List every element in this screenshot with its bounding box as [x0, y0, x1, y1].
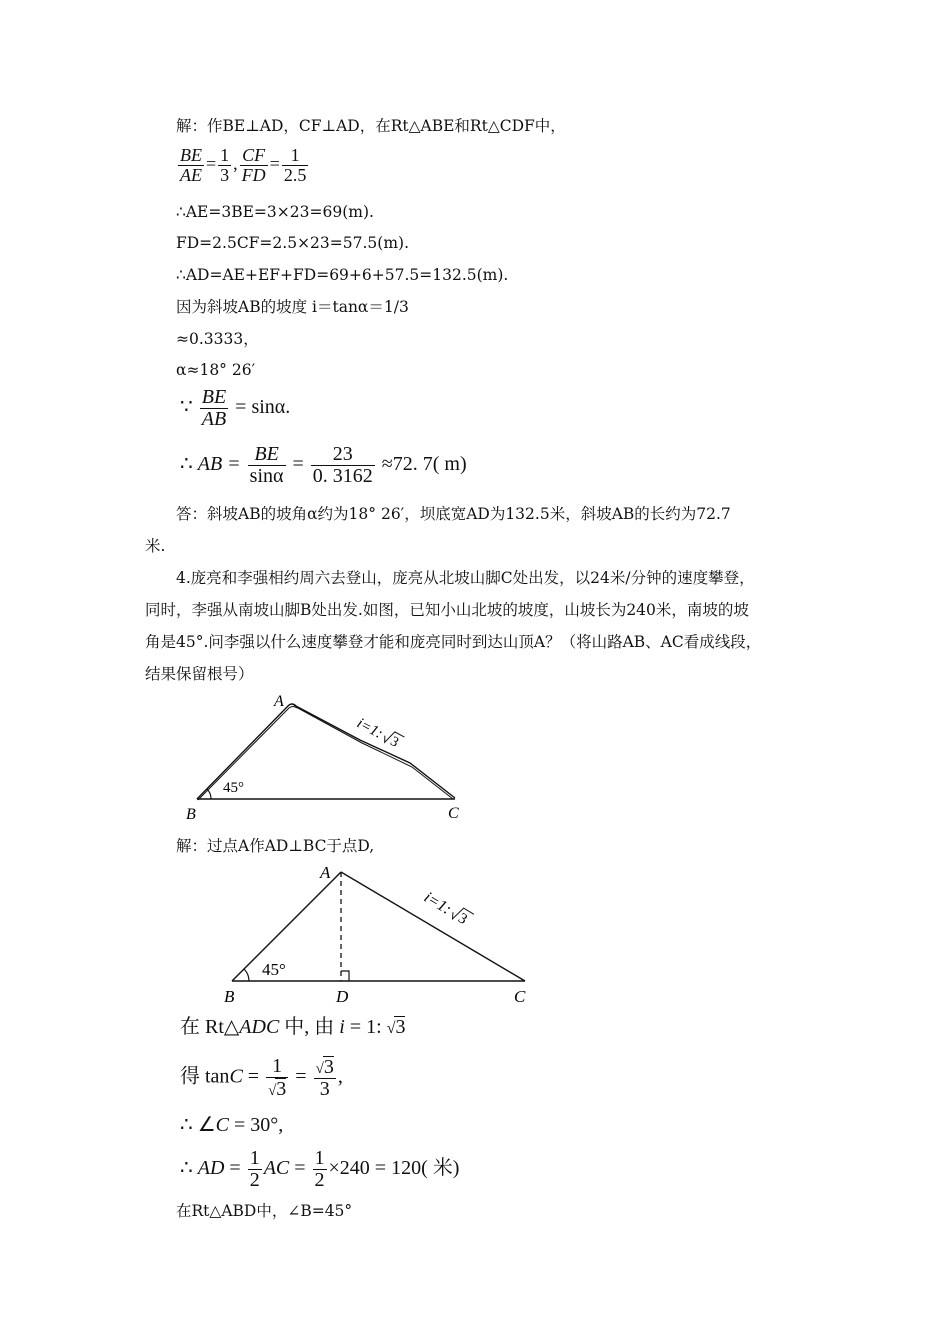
svg-text:i=1:: i=1:: [420, 888, 455, 919]
right-angle-mark: [341, 971, 349, 981]
segment-ac: [341, 872, 525, 981]
angle-label: 45°: [223, 780, 244, 796]
ad-equation: ∴ AD = $\frac{1}{2}$ AC = $\frac{1}{2}$ ×240 = 120( 米): [180, 1147, 460, 1191]
problem-line: 结果保留根号）: [145, 665, 254, 683]
slope-label: [354, 715, 404, 753]
problem-line: 4.庞亮和李强相约周六去登山，庞亮从北坡山脚C处出发，以24米/分钟的速度攀登，: [176, 569, 755, 587]
vertex-label-b: B: [224, 987, 235, 1006]
solution-line: 在Rt△ABD中，∠B=45°: [176, 1202, 353, 1220]
vertex-label-c: C: [448, 805, 459, 822]
svg-text:3: 3: [455, 910, 470, 928]
ab-equation: ∴ AB = $\frac{BE}{\sin\alpha}$ = $\frac{23}{0. 3162}$ ≈72. 7( m): [180, 443, 467, 487]
segment-ab: [232, 872, 341, 981]
ratio-equation: $\frac{BE}{AE}$ = $\frac{1}{3}$ , $\frac{CF}{FD}$ = $\frac{1}{2.5}$: [180, 145, 307, 185]
angle-c-line: ∴ ∠C = 30°,: [180, 1114, 284, 1136]
rt-adc-line: 在 Rt△ADC 中, 由 i = 1: √3: [180, 1016, 406, 1038]
solution-line: ≈0.3333，: [176, 330, 259, 348]
vertex-label-c: C: [514, 987, 526, 1006]
svg-text:i=1:: i=1:: [354, 715, 386, 743]
triangle-figure-2: [220, 860, 540, 1010]
svg-text:3: 3: [387, 734, 401, 751]
angle-arc: [207, 789, 211, 799]
solution-line: FD=2.5CF=2.5×23=57.5(m).: [176, 234, 409, 252]
solution-line: α≈18° 26′: [176, 361, 256, 379]
answer-line: 米.: [145, 537, 166, 555]
vertex-label-a: A: [274, 693, 284, 710]
vertex-label-b: B: [186, 806, 196, 823]
tan-c-line: 得 tanC = $\frac{1}{√3}$ = $\frac{√3}{3}$ ,: [180, 1055, 343, 1100]
sine-equation: ∵ $\frac{BE}{AB}$ = sinα.: [180, 386, 291, 430]
solution-line: 因为斜坡AB的坡度 i＝tanα＝1/3: [176, 298, 409, 316]
solution-line: 解：过点A作AD⊥BC于点D,: [176, 837, 375, 855]
solution-line: ∴AD=AE+EF+FD=69+6+57.5=132.5(m).: [176, 266, 509, 284]
problem-line: 角是45°.问李强以什么速度攀登才能和庞亮同时到达山顶A？（将山路AB、AC看成线段，: [145, 633, 762, 651]
angle-arc: [244, 969, 249, 981]
answer-line: 答：斜坡AB的坡角α约为18° 26′，坝底宽AD为132.5米，斜坡AB的长约为72.7: [176, 505, 731, 523]
vertex-label-a: A: [320, 863, 331, 882]
solution-line: 解：作BE⊥AD，CF⊥AD，在Rt△ABE和Rt△CDF中，: [176, 117, 566, 135]
problem-line: 同时，李强从南坡山脚B处出发.如图，已知小山北坡的坡度，山坡长为240米，南坡的坡: [145, 601, 749, 619]
triangle-figure-1: [170, 688, 470, 828]
solution-line: ∴AE=3BE=3×23=69(m).: [176, 203, 374, 221]
vertex-label-d: D: [336, 987, 349, 1006]
angle-label: 45°: [262, 960, 286, 979]
